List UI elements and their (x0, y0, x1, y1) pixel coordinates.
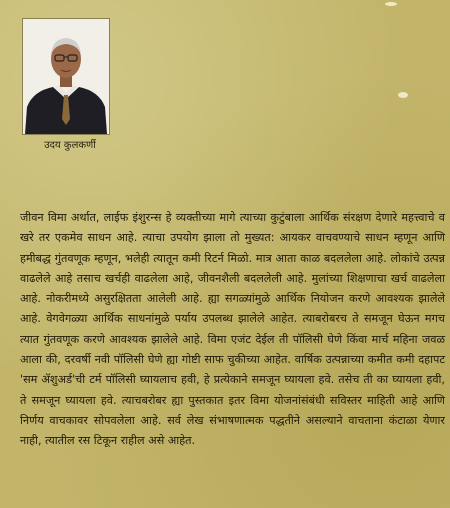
author-name: उदय कुलकर्णी (44, 140, 96, 151)
paper-speck (398, 92, 408, 98)
author-photo (22, 18, 110, 135)
author-portrait-image (23, 19, 109, 134)
book-description: जीवन विमा अर्थात, लाईफ इंशुरन्स हे व्यक्तीच्या मागे त्याच्या कुटुंबाला आर्थिक संरक्षण देणारे महत्त्वाचे व खरे तर एकमेव साधन आहे. त्याचा उपयोग झाला तो मुख्यत: आयकर वाचवण्याचे साधन म्हणून आणि हमीबद्ध गुंतवणूक म्हणून, भलेही त्यातून कमी रिटर्न मिळो. मात्र आता काळ बदललेला आहे. लोकांचे उत्पन्न वाढलेले आहे तसाच खर्चही वाढलेला आहे, जीवनशैली बदललेली आहे. मुलांच्या शिक्षणाचा खर्च वाढलेला आहे. नोकरीमध्ये असुरक्षितता आलेली आहे. ह्या सगळ्यांमुळे आर्थिक नियोजन करणे आवश्यक झालेले आहे. वेगवेगळ्या आर्थिक साधनांमुळे पर्याय उपलब्ध झालेले आहेत. त्याबरोबरच ते समजून घेऊन मगच त्यात गुंतवणूक करणे आवश्यक झालेले आहे. विमा एजंट देईल ती पॉलिसी घेणे किंवा मार्च महिना जवळ आला की, दरवर्षी नवी पॉलिसी घेणे ह्या गोष्टी साफ चुकीच्या आहेत. वार्षिक उत्पन्नाच्या कमीत कमी दहापट 'सम ॲशुअर्ड'ची टर्म पॉलिसी घ्यायलाच हवी, हे प्रत्येकाने समजून घ्यायला हवे. तसेच ती का घ्यायला हवी, ते समजून घ्यायला हवे. त्याचबरोबर ह्या पुस्तकात इतर विमा योजनांसंबंधी सविस्तर माहिती आहे आणि निर्णय वाचकावर सोपवलेला आहे. सर्व लेख संभाषणात्मक पद्धतीने असल्याने वाचताना कंटाळा येणार नाही, त्यातील रस टिकून राहील असे आहेत. (20, 211, 445, 448)
paper-speck (385, 2, 397, 6)
